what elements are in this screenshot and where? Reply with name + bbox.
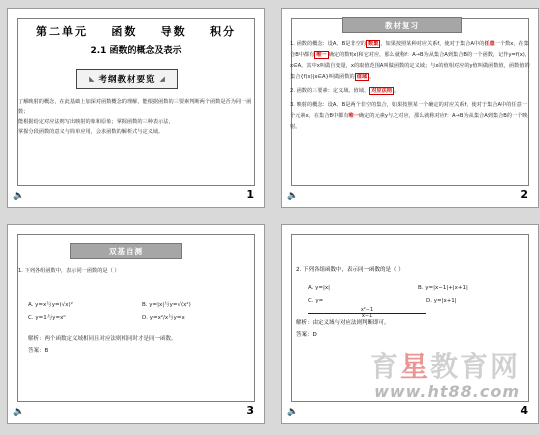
blank-highlight: 数集 bbox=[367, 41, 379, 47]
speaker-icon[interactable]: 🔈 bbox=[287, 191, 299, 201]
slide-number: 3 bbox=[246, 404, 254, 417]
section-banner: 双基自测 bbox=[70, 243, 182, 259]
slide-title: 第二单元 函数 导数 积分 bbox=[36, 25, 236, 38]
answer-options: A. y=x与y=(√x)² B. y=|x|与y=√(x²) C. y=1与y=x⁰ D. y=x²/x与y=x bbox=[28, 302, 191, 321]
speaker-icon[interactable]: 🔈 bbox=[287, 407, 299, 417]
slide-number: 2 bbox=[520, 188, 528, 201]
slide-number: 1 bbox=[246, 188, 254, 201]
slide-body: 了解映射的概念，在此基础上加深对函数概念的理解，能根据函数的三要素判断两个函数是否为同一函数； 能根据给定对应法则写出映射的象和原象；掌握函数的三种表示法， 掌握分段函数的意义与简单应用，会求函数的解析式与定义域。 bbox=[18, 99, 252, 135]
section-banner: 教材复习 bbox=[342, 17, 462, 33]
triangle-icon: ◣ bbox=[89, 75, 95, 83]
watermark-logo: 育星教育网 bbox=[369, 350, 520, 383]
blank-highlight: 唯一 bbox=[316, 52, 327, 58]
slide-number: 4 bbox=[520, 404, 528, 417]
question-text: 2. 下列各组函数中，表示同一函数的是（ ） bbox=[296, 267, 404, 273]
speaker-icon[interactable]: 🔈 bbox=[13, 191, 25, 201]
section-banner: ◣ 考纲教材要览 ◢ bbox=[76, 69, 178, 89]
speaker-icon[interactable]: 🔈 bbox=[13, 407, 25, 417]
blank-highlight: 值域 bbox=[356, 74, 368, 80]
slide-thumbnail-3[interactable] bbox=[7, 224, 265, 424]
question-text: 1. 下列各组函数中，表示同一函数的是（ ） bbox=[18, 268, 120, 274]
watermark bbox=[370, 352, 520, 401]
slide-subtitle: 2.1 函数的概念及表示 bbox=[90, 46, 182, 56]
triangle-icon: ◢ bbox=[159, 75, 165, 83]
slide-thumbnail-1[interactable] bbox=[7, 8, 265, 208]
watermark-url: www.ht88.com bbox=[374, 382, 520, 401]
slide-body: 1. 函数的概念：设A、B是非空的 数集 ，如果按照某种对应关系f，使对于集合A中的任意一个数x，在集合B中都有 唯一 确定的数f(x)和它对应，那么就称f：A→B为从集合A到集合B的一个函数，记作y=f(x)，x∈A。其中x叫做自变量，x的取值范围A叫做函数的定义域；与x的值相对应的y值叫做函数值，函数值的集合{f(x)|x∈A}叫做函数的 值域 。 2. 函数的三要素：定义域、值域、 对应法则 。 3. 映射的概念：设A、B是两个非空的集合，如果按照某一个确定的对应关系f，使对于集合A中的任意一个元素x，在集合B中都有唯一确定的元素y与之对应，那么就称对应f：A→B为从集合A到集合B的一个映射。 bbox=[290, 41, 531, 130]
analysis-text: 解析：两个函数定义域相同且对应法则相同时才是同一函数。 答案：B bbox=[28, 336, 177, 354]
blank-highlight: 对应法则 bbox=[371, 88, 392, 94]
fraction: $\frac{\text{x²−1}}{x-1}$ bbox=[308, 308, 426, 319]
slide-thumbnail-2[interactable] bbox=[281, 8, 539, 208]
answer-options: A. y=|x| B. y=|x−1|+|x+1| C. y= $\frac{\text{x²−1}}{x-1}$ D. y=|x+1| bbox=[308, 285, 468, 319]
analysis-text: 解析：由定义域与对应法则判断即可。 答案：D bbox=[296, 320, 390, 338]
